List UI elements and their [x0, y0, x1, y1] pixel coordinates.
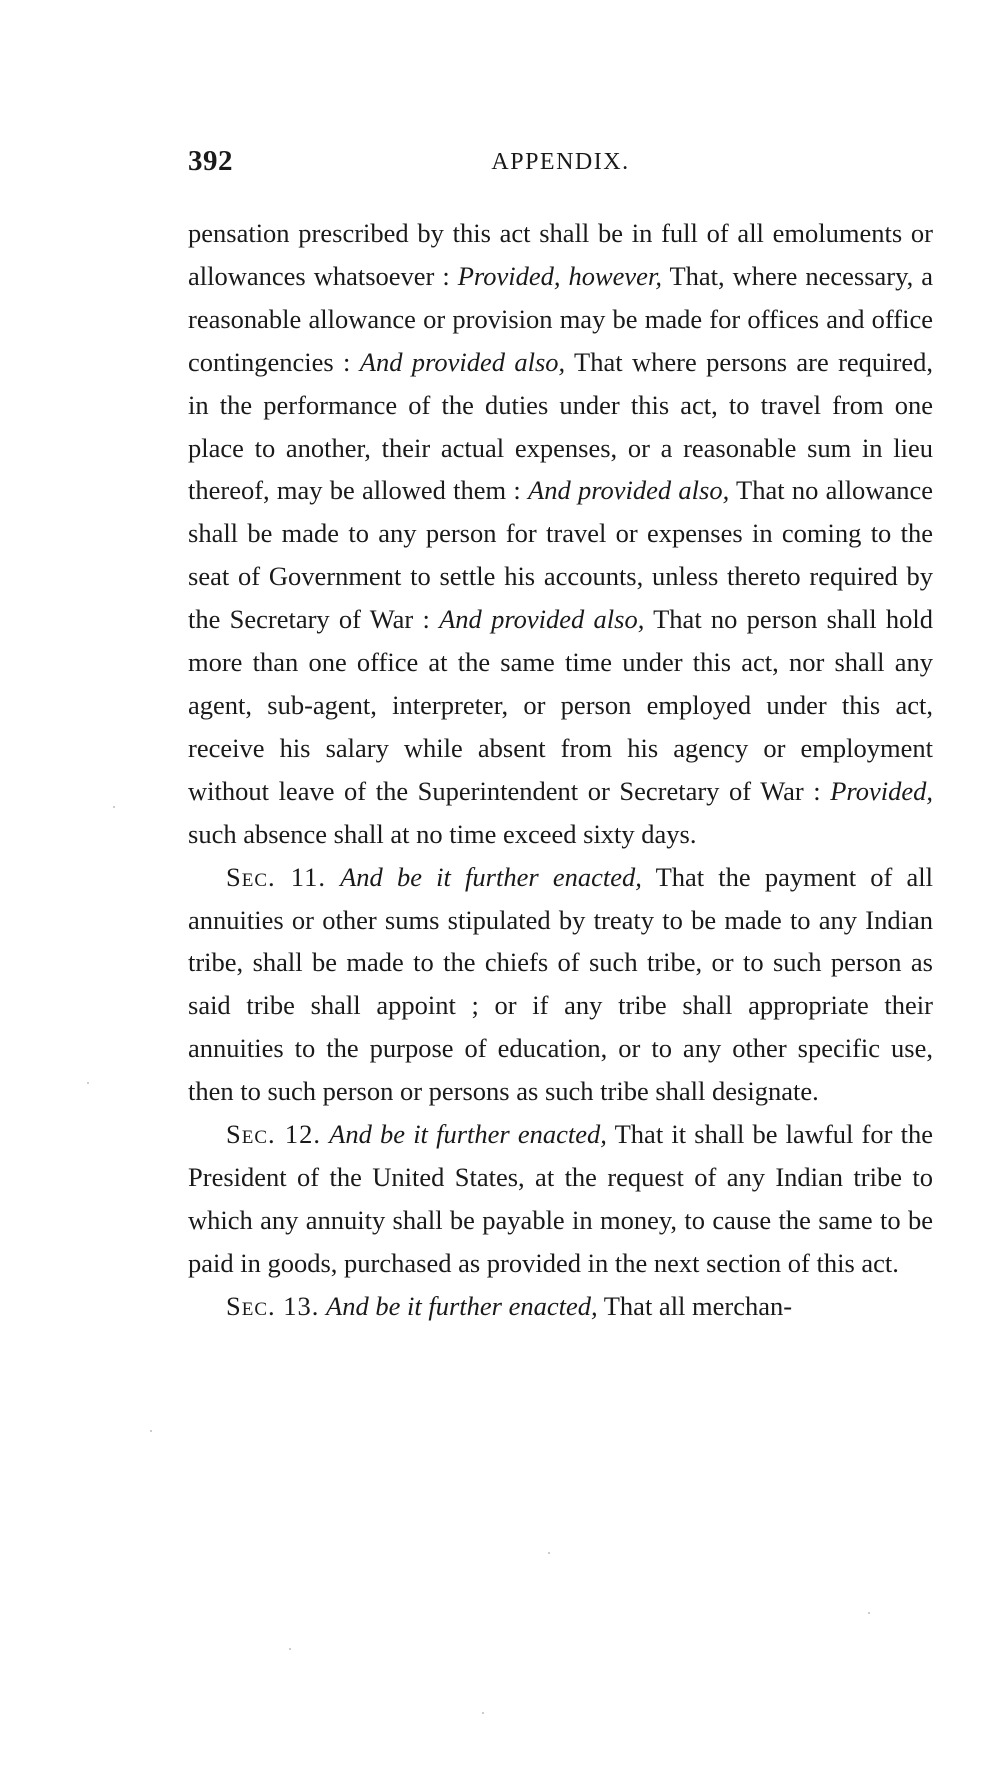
section-label: Sec. 12. [226, 1119, 321, 1150]
enacting-clause: And be it further enacted, [326, 1290, 598, 1321]
paper-speck [113, 806, 115, 808]
section-11-paragraph [188, 856, 933, 1113]
text-run: That where persons are required, in the performance of the duties under this act, to travel from one place to another, their actual expenses, or a reasonable sum in lieu thereof, may be allowed them : [188, 346, 933, 506]
text-run: That no person shall hold more than one office at the same time under this act, nor shall any agent, sub-agent, interpreter, or person employed under this act, receive his salary while absent from his agency or employment without leave of the Superintendent or Secretary of War : [188, 604, 933, 806]
text-run: such absence shall at no time exceed sixty days. [188, 818, 697, 849]
page-body [188, 212, 933, 1328]
section-label: Sec. 13. [226, 1290, 320, 1321]
enacting-clause: And be it further enacted, [329, 1119, 607, 1150]
section-13-paragraph [188, 1285, 933, 1328]
running-head: APPENDIX. [491, 149, 630, 175]
text-run: pensation prescribed by this act shall be in full of all emoluments or allowances whatsoever : [188, 218, 933, 291]
page-number: 392 [188, 145, 233, 177]
italic-phrase: And provided also, [528, 475, 730, 506]
section-label: Sec. 11. [226, 861, 326, 892]
paper-speck [868, 1612, 870, 1614]
paragraph-continuation [188, 212, 933, 856]
text-run: That no allowance shall be made to any person for travel or expenses in coming to the seat of Government to settle his accounts, unless thereto required by the Secretary of War : [188, 475, 933, 635]
paper-speck [482, 1712, 484, 1714]
enacting-clause: And be it further enacted, [340, 861, 642, 892]
text-run: That it shall be lawful for the President of the United States, at the request of any Indian tribe to which any annuity shall be payable in money, to cause the same to be paid in goods, purchased as provided in the next section of this act. [188, 1119, 934, 1278]
italic-phrase: Provided, however, [457, 260, 662, 291]
text-run: That the payment of all annuities or other sums stipulated by treaty to be made to any Indian tribe, shall be made to the chiefs of such tribe, or to such person as said tribe shall appoint ; or if any tribe shall appropriate their annuities to the purpose of education, or to any other specific use, then to such person or persons as such tribe shall designate. [188, 861, 933, 1107]
paper-speck [150, 1430, 152, 1432]
paper-speck [289, 1648, 291, 1650]
italic-phrase: And provided also, [359, 346, 566, 377]
italic-phrase: Provided, [830, 775, 933, 806]
page-header [188, 145, 933, 185]
text-run: That all merchan- [597, 1290, 793, 1321]
paper-speck [87, 1082, 89, 1084]
paper-speck [548, 1552, 550, 1554]
section-12-paragraph [188, 1113, 933, 1285]
italic-phrase: And provided also, [439, 604, 645, 635]
text-run: That, where necessary, a reasonable allowance or provision may be made for offices and office contingencies : [188, 260, 933, 377]
